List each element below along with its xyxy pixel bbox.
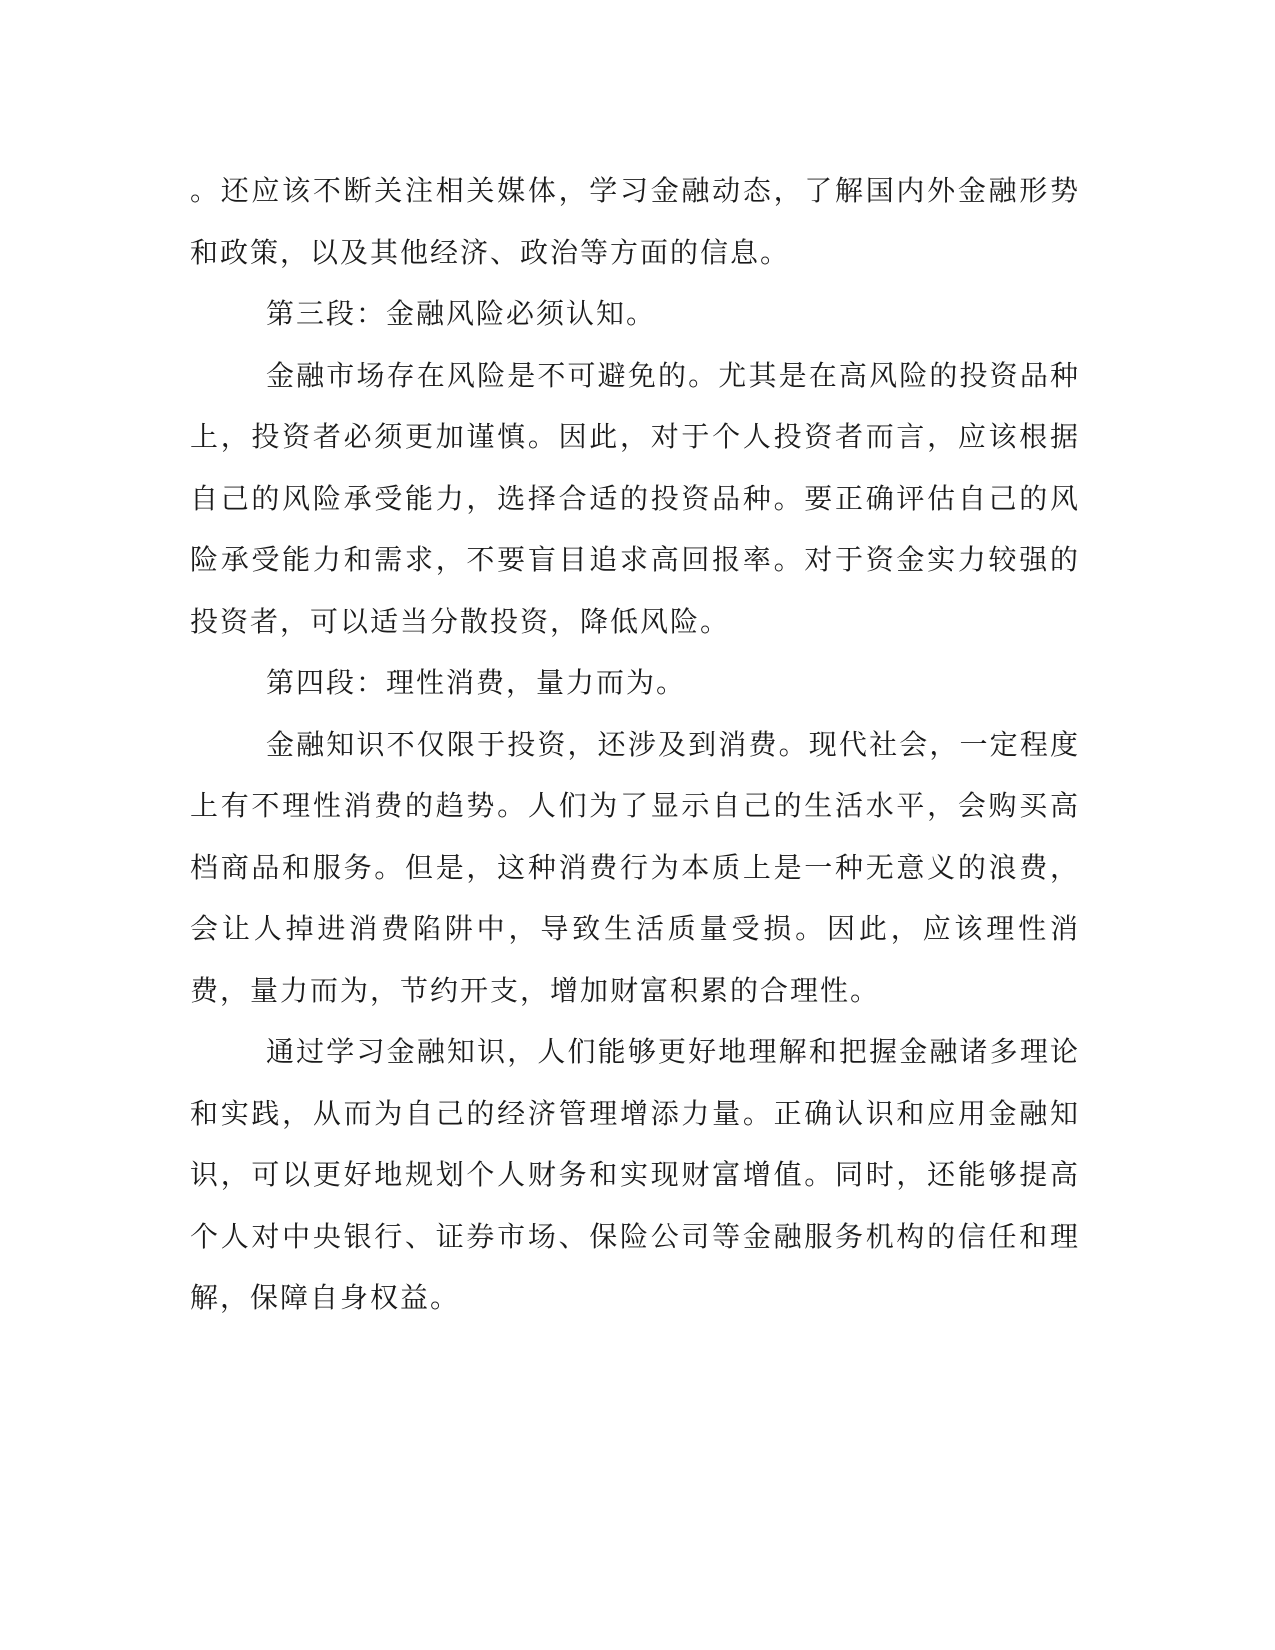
paragraph-rational-consumption: 金融知识不仅限于投资，还涉及到消费。现代社会，一定程度上有不理性消费的趋势。人们为了显示自己的生活水平，会购买高档商品和服务。但是，这种消费行为本质上是一种无意义的浪费，会让人掉进消费陷阱中，导致生活质量受损。因此，应该理性消费，量力而为，节约开支，增加财富积累的合理性。 [190, 727, 1080, 1007]
section-heading-4: 第四段：理性消费，量力而为。 [266, 666, 687, 699]
section-heading-3: 第三段：金融风险必须认知。 [266, 297, 657, 330]
document-body [190, 160, 1080, 1329]
paragraph-financial-risk: 金融市场存在风险是不可避免的。尤其是在高风险的投资品种上，投资者必须更加谨慎。因此，对于个人投资者而言，应该根据自己的风险承受能力，选择合适的投资品种。要正确评估自己的风险承受能力和需求，不要盲目追求高回报率。对于资金实力较强的投资者，可以适当分散投资，降低风险。 [190, 358, 1080, 638]
paragraph-conclusion: 通过学习金融知识，人们能够更好地理解和把握金融诸多理论和实践，从而为自己的经济管理增添力量。正确认识和应用金融知识，可以更好地规划个人财务和实现财富增值。同时，还能够提高个人对中央银行、证券市场、保险公司等金融服务机构的信任和理解，保障自身权益。 [190, 1035, 1080, 1314]
paragraph-continuation: 。还应该不断关注相关媒体，学习金融动态，了解国内外金融形势和政策，以及其他经济、政治等方面的信息。 [190, 174, 1080, 269]
